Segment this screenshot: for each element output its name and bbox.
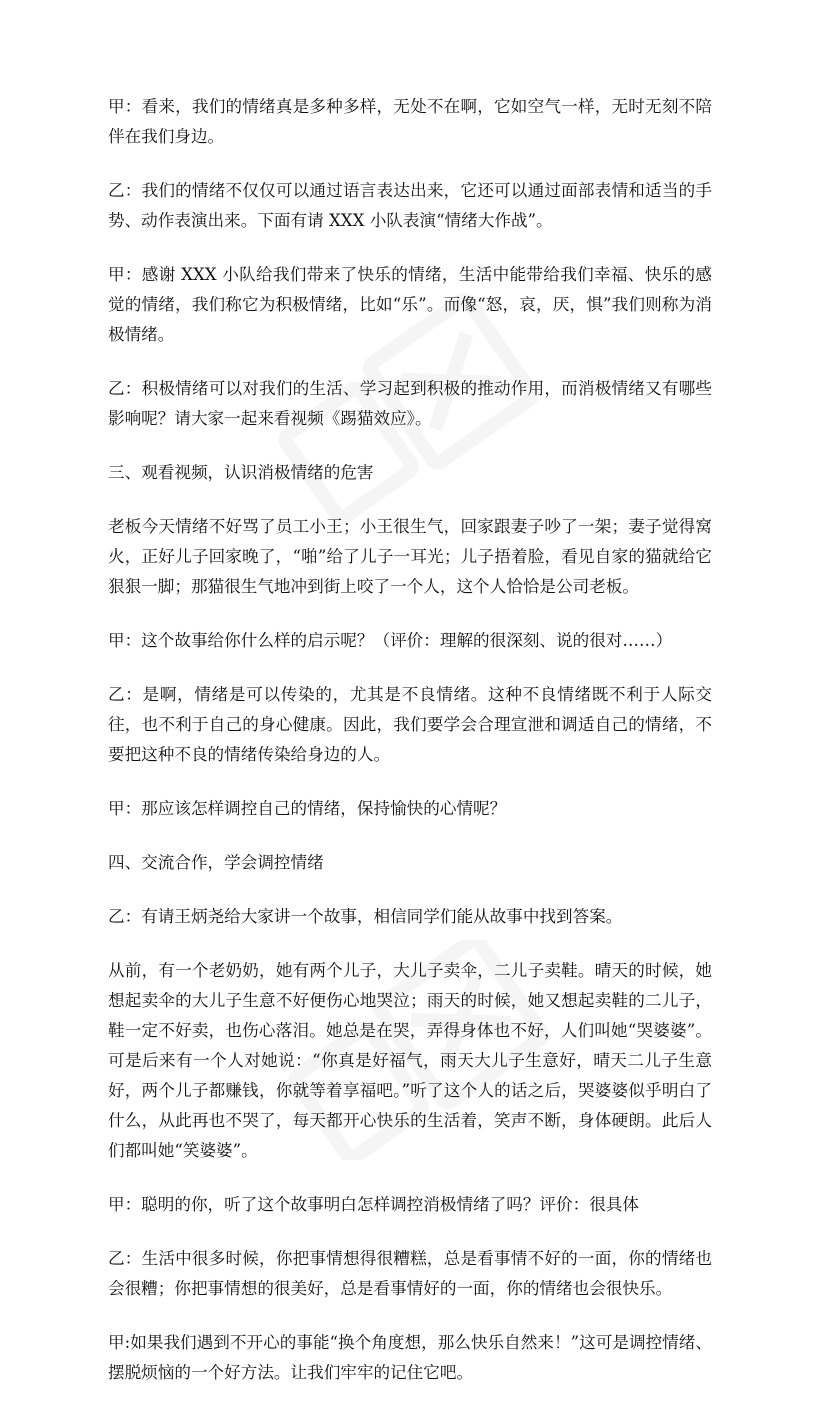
paragraph-dialogue: 甲：聪明的你，听了这个故事明白怎样调控消极情绪了吗？评价：很具体 — [108, 1195, 639, 1214]
paragraph-dialogue: 乙：生活中很多时候，你把事情想得很糟糕，总是看事情不好的一面，你的情绪也会很糟；你把事情想的很美好，总是看事情好的一面，你的情绪也会很快乐。 — [108, 1249, 712, 1298]
paragraph-story: 从前，有一个老奶奶，她有两个儿子，大儿子卖伞，二儿子卖鞋。晴天的时候，她想起卖伞的大儿子生意不好便伤心地哭泣；雨天的时候，她又想起卖鞋的二儿子，鞋一定不好卖，也伤心落泪。她总是在哭，弄得身体也不好，人们叫她“哭婆婆”。可是后来有一个人对她说：“你真是好福气，雨天大儿子生意好，晴天二儿子生意好，两个儿子都赚钱，你就等着享福吧。”听了这个人的话之后，哭婆婆似乎明白了什么，从此再也不哭了，每天都开心快乐的生活着，笑声不断，身体硬朗。此后人们都叫她“笑婆婆”。 — [108, 961, 712, 1160]
paragraph-dialogue: 甲：看来，我们的情绪真是多种多样，无处不在啊，它如空气一样，无时无刻不陪伴在我们身边。 — [108, 97, 712, 146]
document-body — [108, 92, 712, 1412]
paragraph-dialogue: 乙：积极情绪可以对我们的生活、学习起到积极的推动作用，而消极情绪又有哪些影响呢？请大家一起来看视频《踢猫效应》。 — [108, 379, 712, 428]
section-heading: 三、观看视频，认识消极情绪的危害 — [108, 463, 374, 482]
paragraph-dialogue: 甲：感谢 XXX 小队给我们带来了快乐的情绪，生活中能带给我们幸福、快乐的感觉的情绪，我们称它为积极情绪，比如“乐”。而像“怒，哀，厌，惧”我们则称为消极情绪。 — [108, 265, 712, 344]
paragraph-dialogue: 甲：这个故事给你什么样的启示呢？（评价：理解的很深刻、说的很对……） — [108, 631, 673, 650]
paragraph-dialogue: 甲：那应该怎样调控自己的情绪，保持愉快的心情呢？ — [108, 799, 507, 818]
paragraph-dialogue: 乙：我们的情绪不仅仅可以通过语言表达出来，它还可以通过面部表情和适当的手势、动作表演出来。下面有请 XXX 小队表演“情绪大作战”。 — [108, 181, 712, 230]
paragraph-dialogue: 乙：是啊，情绪是可以传染的，尤其是不良情绪。这种不良情绪既不利于人际交往，也不利于自己的身心健康。因此，我们要学会合理宣泄和调适自己的情绪，不要把这种不良的情绪传染给身边的人。 — [108, 685, 712, 764]
paragraph-story: 老板今天情绪不好骂了员工小王；小王很生气，回家跟妻子吵了一架；妻子觉得窝火，正好儿子回家晚了，“啪”给了儿子一耳光；儿子捂着脸，看见自家的猫就给它狠狠一脚；那猫很生气地冲到街上咬了一个人，这个人恰恰是公司老板。 — [108, 517, 712, 596]
paragraph-dialogue: 乙：有请王炳尧给大家讲一个故事，相信同学们能从故事中找到答案。 — [108, 907, 623, 926]
paragraph-dialogue: 甲:如果我们遇到不开心的事能“换个角度想，那么快乐自然来！”这可是调控情绪、摆脱烦恼的一个好方法。让我们牢牢的记住它吧。 — [108, 1333, 712, 1382]
section-heading: 四、交流合作，学会调控情绪 — [108, 853, 324, 872]
